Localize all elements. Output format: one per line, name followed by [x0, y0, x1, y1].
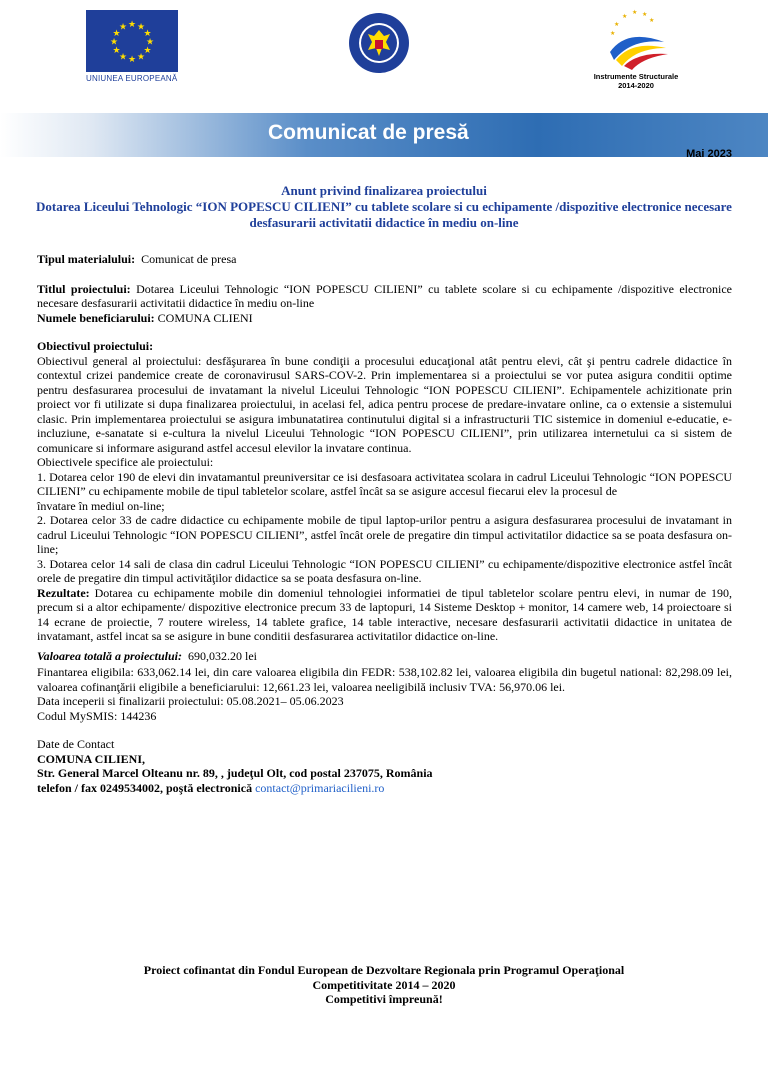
project-dates: Data inceperii si finalizarii proiectului: 05.08.2021– 05.06.2023 [37, 694, 344, 708]
specific-objective-1-cont: învatare în mediul on-line; [37, 498, 165, 513]
government-seal-logo [348, 12, 410, 74]
eu-label: UNIUNEA EUROPEANĂ [86, 74, 178, 83]
svg-text:★: ★ [136, 22, 146, 33]
contact-address: Str. General Marcel Olteanu nr. 89, , judeţul Olt, cod postal 237075, România [37, 766, 433, 780]
svg-text:★: ★ [614, 21, 620, 28]
material-label: Tipul materialului: [37, 252, 136, 266]
contact-org: COMUNA CILIENI, [37, 751, 146, 766]
project-title-value: Dotarea Liceului Tehnologic “ION POPESCU CILIENI” cu tablete scolare si cu echipamente /dispozitive electronice necesare desfasurarii activitatii didactice în mediu on-line [37, 281, 732, 310]
finance-details: Finantarea eligibila: 633,062.14 lei, din care valoarea eligibila din FEDR: 538,102.82 lei, valoarea eligibila din bugetul national: 82,298.09 lei, valoarea cofinanţării eligibile a beneficiarului: 12,661.23 lei, valoarea neeligibilă inclusiv TVA: 56,970.06 lei. [37, 665, 732, 694]
svg-text:★: ★ [127, 20, 137, 30]
logo-header [0, 0, 768, 110]
footer-line-3: Competitivi împreună! [325, 992, 443, 1006]
svg-text:★: ★ [649, 17, 655, 24]
svg-text:★: ★ [642, 11, 648, 18]
svg-text:★: ★ [136, 52, 146, 63]
svg-text:★: ★ [109, 37, 119, 48]
footer-line-1: Proiect cofinantat din Fondul European de Dezvoltare Regionala prin Programul Operaţional [143, 963, 625, 977]
specific-objective-2: 2. Dotarea celor 33 de cadre didactice cu echipamente mobile de tipul laptop-urilor pentru a asigura desfasurarea procesului de invatamant in cadrul Liceului Tehnologic “ION POPESCU CILIENI”, astfel încât orele de pregatire din timpul activitatilor didactice sa se poata desfasura on-line; [37, 513, 732, 556]
total-value-row [37, 649, 732, 664]
svg-text:★: ★ [610, 30, 616, 37]
eu-flag-logo [86, 10, 178, 72]
mysmis-code: Codul MySMIS: 144236 [37, 708, 157, 723]
specific-objective-3: 3. Dotarea celor 14 sali de clasa din cadrul Liceului Tehnologic “ION POPESCU CILIENI” cu echipamente/dispozitive electronice astfel încât orele de pregatire din timpul activităţilor didactice sa se poata desfasura on-line. [37, 556, 732, 585]
svg-text:★: ★ [143, 29, 152, 39]
contact-phone-row [37, 781, 732, 796]
svg-text:★: ★ [622, 13, 628, 20]
specific-objective-1: 1. Dotarea celor 190 de elevi din invatamantul preuniversitar ce isi desfasoara activitatea scolara in cadrul Liceului Tehnologic “ION POPESCU CILIENI” cu echipamente mobile de tipul tabletelor scolare, astfel încât sa se asigure accesul fiecarui elev la procesul de [37, 469, 732, 498]
total-value-label: Valoarea totală a proiectului: [37, 648, 183, 663]
project-title-row [37, 282, 732, 311]
svg-text:★: ★ [118, 52, 128, 63]
material-value: Comunicat de presa [141, 252, 237, 266]
results-label: Rezultate: [37, 585, 90, 600]
contact-phone: telefon / fax 0249534002, poştă electronică [37, 780, 253, 795]
banner-title: Comunicat de presă [268, 121, 469, 144]
project-title-label: Titlul proiectului: [37, 281, 131, 296]
contact-intro: Date de Contact [37, 737, 115, 751]
beneficiary-value: COMUNA CLIENI [157, 310, 253, 325]
results-row [37, 586, 732, 644]
heading-line-2: Dotarea Liceului Tehnologic “ION POPESCU CILIENI” cu tablete scolare si cu echipamente /dispozitive electronice necesare desfasurarii activitatii didactice în mediu on-line [36, 199, 732, 230]
total-value: 690,032.20 lei [188, 648, 258, 663]
structural-instruments-logo [602, 8, 672, 70]
svg-text:★: ★ [118, 22, 128, 33]
beneficiary-label: Numele beneficiarului: [37, 310, 155, 325]
announcement-heading [30, 183, 738, 231]
objective-general: Obiectivul general al proiectului: desfăşurarea în bune condiţii a procesului educaţional atât pentru elevi, cât şi pentru cadrele didactice în contextul crizei pandemice create de coronavirusul SARS-COV-2. Prin implementarea si a proiectului se vor putea asigura conditii optime pentru desfasurarea procesului de invatamant la nivelul Liceului Tehnologic “ION POPESCU CILIENI”. Echipamentele achizitionate prin proiect vor fi utilizate si dupa finalizarea proiectului, in acelasi fel, adica pentru procese de predare-invatare online, ca o extensie a sistemului clasic. Prin implementarea proiectului se asigura imbunatatirea continutului digital si a infrastructurii TIC sistemice in domeniul e-educatie, e-incluziune, e-sanatate si e-cultura la nivelul Liceului Tehnologic “ION POPESCU CILIENI”, prin utilizarea internetului ca si sistem de comunicare si informare asigurand astfel accesul elevilor la invatare continua. [37, 353, 732, 455]
heading-line-1: Anunt privind finalizarea proiectului [281, 183, 487, 198]
release-date: Mai 2023 [686, 148, 732, 160]
svg-text:★: ★ [112, 46, 121, 56]
svg-text:★: ★ [145, 37, 155, 48]
footer-line-2: Competitivitate 2014 – 2020 [312, 977, 456, 992]
cofinancing-footer [30, 963, 738, 1007]
objective-specific-intro: Obiectivele specifice ale proiectului: [37, 455, 214, 469]
svg-text:★: ★ [112, 29, 121, 39]
objective-heading: Obiectivul proiectului: [37, 339, 154, 353]
contact-email-link[interactable]: contact@primariacilieni.ro [255, 780, 385, 795]
svg-text:★: ★ [127, 55, 137, 65]
structural-instruments-label: Instrumente Structurale 2014-2020 [593, 72, 679, 90]
results-value: Dotarea cu echipamente mobile din domeniul tehnologiei informatiei de tipul tabletelor scolare pentru elevi, in numar de 190, precum si a altor echipamente/ dispozitive electronice precum 33 de laptopuri, 14 Sisteme Desktop + monitor, 14 camere web, 14 proiectoare si 14 ecrane de proiectie, 7 routere wireless, 14 tablete grafice, 14 table interactive, necesare desfasurarii activitatii didactice in unitatea de invatamant, astfel incat sa se asigure in bune conditii desfasurarea activitatilor didactice on-line. [37, 585, 733, 643]
document-body [37, 252, 732, 795]
eu-stars-icon [86, 10, 178, 72]
beneficiary-row [37, 311, 732, 326]
material-type-row [37, 252, 732, 267]
svg-text:★: ★ [143, 46, 152, 56]
svg-text:★: ★ [632, 9, 638, 16]
